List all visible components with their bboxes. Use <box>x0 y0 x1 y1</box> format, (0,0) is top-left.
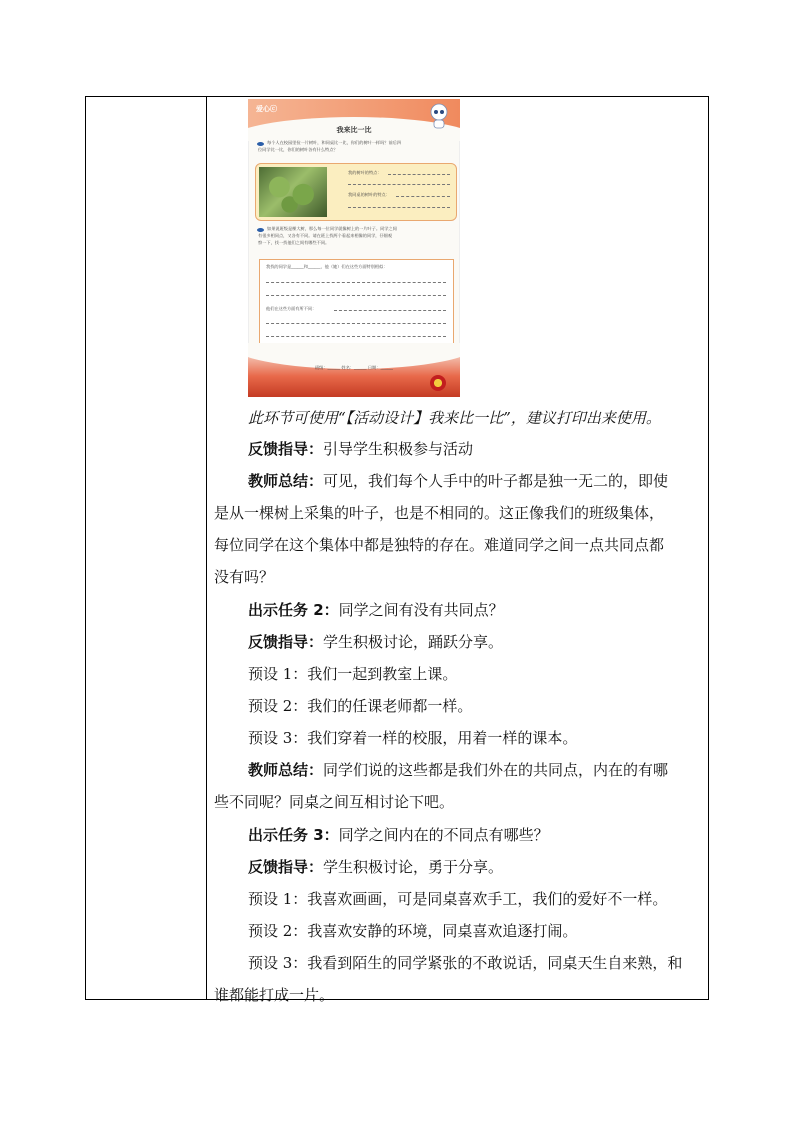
preset-line-2: 预设 2：我们的任课老师都一样。 <box>248 697 473 715</box>
leaf-photo <box>259 167 327 217</box>
note-line: 此环节可使用“【活动设计】我来比一比”，建议打印出来使用。 <box>248 409 661 427</box>
worksheet-logo: 爱心ⓒ <box>256 105 277 113</box>
preset2-line-4: 谁都能打成一片。 <box>214 986 335 1004</box>
worksheet-intro2-2: 有很多相同点，又各有不同。请在班上找两个看起来相像的同学，仔细观 <box>258 233 393 238</box>
worksheet-intro2-1: 如果说班级是棵大树，那么每一位同学就像树上的一片叶子。同学之间 <box>267 226 397 231</box>
summary-line-1: 教师总结：可见，我们每个人手中的叶子都是独一无二的，即使 <box>248 472 669 490</box>
preset2-line-1: 预设 1：我喜欢画画，可是同桌喜欢手工，我们的爱好不一样。 <box>248 890 668 908</box>
task3-line: 出示任务 3：同学之间内在的不同点有哪些？ <box>248 826 549 844</box>
preset2-line-3: 预设 3：我看到陌生的同学紧张的不敢说话，同桌天生自来熟，和 <box>248 954 683 972</box>
worksheet-intro-1: 每个人在校园里捡一片树叶，和同桌比一比，你们的树叶一样吗？前后四 <box>267 140 402 145</box>
feedback-line-1: 反馈指导：引导学生积极参与活动 <box>248 440 474 458</box>
worksheet-title: 我来比一比 <box>336 126 372 134</box>
worksheet-image <box>248 99 460 397</box>
column-divider <box>206 97 207 999</box>
worksheet-intro2-3: 察一下，找一找他们之间有哪些不同。 <box>258 240 330 245</box>
summary2-line-1: 教师总结：同学们说的这些都是我们外在的共同点，内在的有哪 <box>248 761 669 779</box>
preset2-line-2: 预设 2：我喜欢安静的环境，同桌喜欢追逐打闹。 <box>248 922 578 940</box>
label-similar: 我找的同学是______和______，他（她）们在这些方面特别相似： <box>266 264 388 269</box>
worksheet-leaf-box <box>255 163 457 221</box>
summary-line-4: 没有吗？ <box>214 568 275 586</box>
label-different: 他们在这些方面有所不同： <box>266 306 317 311</box>
label-deskmate-leaf: 我同桌的树叶的特点： <box>348 192 390 197</box>
worksheet-footer: 班级：______ 姓名：______ 日期：______ <box>314 365 394 370</box>
emblem-icon <box>430 375 446 391</box>
preset-line-1: 预设 1：我们一起到教室上课。 <box>248 665 458 683</box>
lesson-table <box>85 96 709 1004</box>
summary-line-2: 是从一棵树上采集的叶子，也是不相同的。这正像我们的班级集体， <box>214 504 665 522</box>
task2-line: 出示任务 2：同学之间有没有共同点？ <box>248 601 504 619</box>
feedback-line-2: 反馈指导：学生积极讨论，踊跃分享。 <box>248 633 504 651</box>
summary2-line-2: 些不同呢？同桌之间互相讨论下吧。 <box>214 793 455 811</box>
label-my-leaf: 我的树叶的特点： <box>348 170 382 175</box>
feedback-line-3: 反馈指导：学生积极讨论，勇于分享。 <box>248 858 504 876</box>
preset-line-3: 预设 3：我们穿着一样的校服，用着一样的课本。 <box>248 729 578 747</box>
worksheet-intro-2: 位同学比一比，你们的树叶各有什么特点？ <box>258 147 338 152</box>
summary-line-3: 每位同学在这个集体中都是独特的存在。难道同学之间一点共同点都 <box>214 536 665 554</box>
